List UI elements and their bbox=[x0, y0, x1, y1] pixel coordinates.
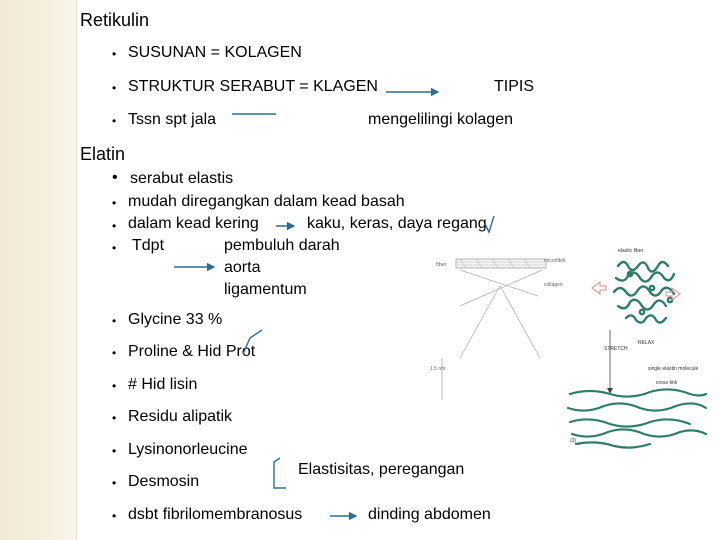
molecule-label: single elastin molecule bbox=[648, 366, 699, 372]
fiber-bundle bbox=[436, 258, 565, 268]
bullet: • bbox=[112, 509, 117, 523]
comp-item-glycine: Glycine 33 % bbox=[128, 311, 223, 328]
ret-mengelilingi: mengelilingi kolagen bbox=[368, 111, 513, 128]
tdpt-aorta: aorta bbox=[224, 259, 261, 276]
bullet: • bbox=[112, 444, 117, 458]
scale-label: 1.5 nm bbox=[430, 366, 446, 372]
ret-item-3: Tssn spt jala bbox=[128, 111, 217, 128]
elatin-item-4: Tdpt bbox=[132, 237, 165, 254]
microfibril-label: microfibril bbox=[544, 258, 566, 264]
stroke-glycine bbox=[243, 330, 262, 354]
stretch-label: STRETCH bbox=[604, 346, 628, 352]
bullet: • bbox=[112, 47, 117, 61]
bullet: • bbox=[112, 81, 117, 95]
ret-item-2: STRUKTUR SERABUT = KLAGEN bbox=[128, 78, 378, 95]
tdpt-pembuluh: pembuluh darah bbox=[224, 237, 340, 254]
elatin-item-2: mudah diregangkan dalam kead basah bbox=[128, 193, 405, 210]
comp-item-dsbt: dsbt fibrilomembranosus bbox=[128, 506, 303, 523]
bullet: • bbox=[112, 476, 117, 490]
comp-item-desmosin: Desmosin bbox=[128, 473, 200, 490]
tdpt-ligamentum: ligamentum bbox=[224, 281, 307, 298]
elastic-fiber-label: elastic fiber bbox=[618, 248, 644, 254]
bullet: • bbox=[112, 241, 117, 255]
bullet: • bbox=[112, 219, 117, 233]
dinding-label: dinding abdomen bbox=[368, 506, 491, 523]
elatin-item-1: serabut elastis bbox=[130, 170, 234, 187]
elatin-kering-result: kaku, keras, daya regang bbox=[307, 215, 487, 232]
bullet: • bbox=[112, 114, 117, 128]
bullet: • bbox=[112, 379, 117, 393]
elastisitas-label: Elastisitas, peregangan bbox=[298, 461, 465, 478]
panel-label: (3) bbox=[570, 438, 577, 444]
heading-elatin: Elatin bbox=[80, 144, 126, 164]
elatin-item-3: dalam kead kering bbox=[128, 215, 259, 232]
comp-item-residu: Residu alipatik bbox=[128, 408, 233, 425]
check-mark-regang bbox=[485, 216, 494, 232]
ret-item-1: SUSUNAN = KOLAGEN bbox=[128, 44, 302, 61]
comp-item-lysino: Lysinonorleucine bbox=[128, 441, 248, 458]
bullet: • bbox=[112, 169, 118, 186]
ret-tipis: TIPIS bbox=[494, 78, 535, 95]
comp-item-hidlisin: # Hid lisin bbox=[128, 376, 198, 393]
fiber-label: fiber bbox=[436, 262, 447, 268]
bullet: • bbox=[112, 314, 117, 328]
bullet: • bbox=[112, 411, 117, 425]
relax-label: RELAX bbox=[638, 340, 655, 346]
collagen-label: collagen bbox=[544, 282, 563, 288]
stretched-network bbox=[568, 389, 706, 447]
arrow-left-icon bbox=[592, 282, 606, 294]
bracket-elastisitas bbox=[274, 458, 286, 488]
heading-retikulin: Retikulin bbox=[80, 10, 150, 30]
coiled-network bbox=[614, 262, 674, 323]
comp-item-proline: Proline & Hid Prot bbox=[128, 343, 256, 360]
elastin-figure bbox=[430, 238, 718, 540]
bullet: • bbox=[112, 346, 117, 360]
crosslink-label: cross-link bbox=[656, 380, 678, 386]
bullet: • bbox=[112, 196, 117, 210]
expansion-lines bbox=[460, 270, 542, 358]
